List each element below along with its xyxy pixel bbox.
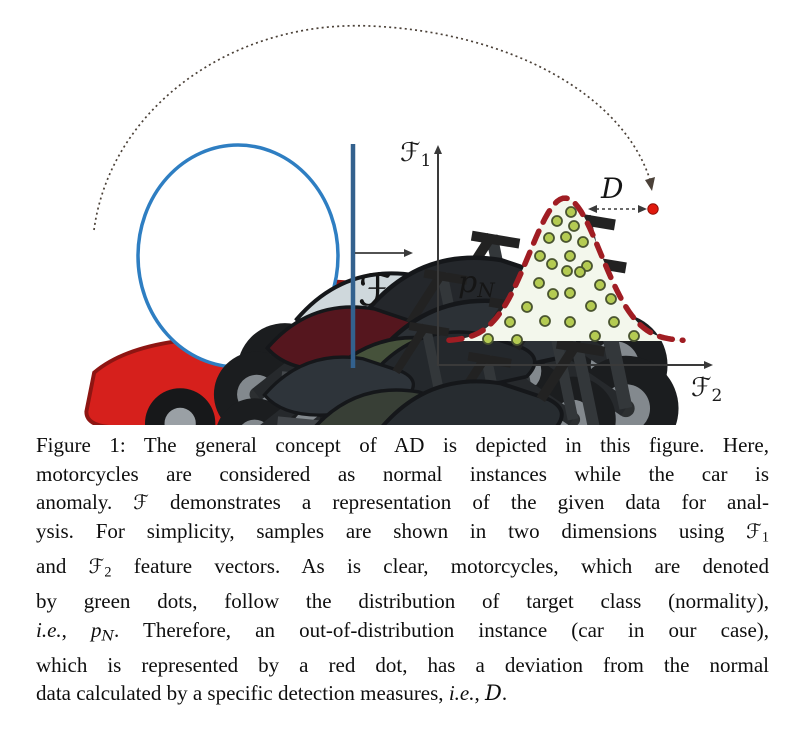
arc-arrowhead-icon [645, 177, 655, 191]
normal-point [483, 334, 493, 344]
caption-text-segment: anomaly. [36, 490, 134, 515]
caption-math-segment: ℱ [746, 518, 762, 543]
caption-text-segment: which is represented by a red dot, has a deviation from the normal [36, 652, 769, 677]
mapping-arrowhead-icon [404, 249, 413, 257]
normal-point [586, 301, 596, 311]
caption-math-segment: ℱ [88, 553, 105, 578]
normal-point [552, 216, 562, 226]
caption-math-segment: N [101, 628, 115, 645]
normal-point [590, 331, 600, 341]
caption-text-segment: . Therefore, an out-of-distribution instance (car in our case), [114, 617, 770, 642]
normal-point [565, 251, 575, 261]
caption-text-segment: feature vectors. As is clear, motorcycles, which are denoted [111, 553, 769, 578]
caption-text-segment: Figure 1: The general concept of AD is depicted in this figure. Here, [36, 433, 769, 457]
caption-math-segment: p [91, 617, 102, 642]
normal-point [565, 317, 575, 327]
caption-line [36, 651, 769, 680]
deviation-arrowhead-left-icon [588, 205, 597, 213]
figure-caption [36, 431, 769, 708]
normal-point [540, 316, 550, 326]
caption-math-segment: 1 [761, 529, 769, 546]
y-axis-label: ℱ1 [400, 138, 432, 171]
normal-point [575, 267, 585, 277]
normal-point [544, 233, 554, 243]
caption-text-segment: demonstrates a representation of the given data for anal- [148, 490, 769, 515]
caption-line [36, 431, 769, 460]
y-axis-arrowhead-icon [434, 145, 442, 154]
normal-point [512, 335, 522, 345]
normal-point [562, 266, 572, 276]
deviation-arrowhead-right-icon [638, 205, 647, 213]
caption-text-segment: ysis. For simplicity, samples are shown in two dimensions using [36, 518, 747, 543]
caption-text-segment: data calculated by a specific detection measures, [36, 681, 449, 706]
normal-point [569, 221, 579, 231]
caption-line [36, 488, 769, 517]
caption-math-segment: D [484, 681, 502, 706]
normal-point [505, 317, 515, 327]
x-axis-arrowhead-icon [704, 361, 713, 369]
caption-text-segment: and [36, 553, 89, 578]
normal-point [548, 289, 558, 299]
caption-line [36, 460, 769, 489]
distribution-label: pN [458, 265, 495, 302]
deviation-label: D [601, 172, 624, 205]
caption-line [36, 517, 769, 552]
caption-math-segment: i.e. [448, 681, 475, 706]
normal-point [535, 251, 545, 261]
caption-text-segment: motorcycles are considered as normal instances while the car is [36, 461, 769, 486]
caption-line [36, 552, 769, 587]
caption-math-segment: i.e. [36, 617, 62, 642]
caption-text-segment: by green dots, follow the distribution of target class (normality), [36, 589, 769, 614]
normal-point [561, 232, 571, 242]
x-axis-label: ℱ2 [691, 373, 723, 406]
normal-point [578, 237, 588, 247]
caption-math-segment: ℱ [133, 490, 149, 515]
normal-point [534, 278, 544, 288]
caption-line [36, 587, 769, 616]
caption-line [36, 616, 769, 651]
normal-point [547, 259, 557, 269]
caption-text-segment: . [501, 681, 508, 706]
normal-point [565, 288, 575, 298]
caption-text-segment: , [61, 617, 92, 642]
normal-point [609, 317, 619, 327]
normal-point [629, 331, 639, 341]
normal-point [606, 294, 616, 304]
normal-point [566, 207, 576, 217]
map-label: ℱ [358, 265, 393, 316]
normal-point [595, 280, 605, 290]
normal-point [522, 302, 532, 312]
anomaly-point [648, 204, 658, 214]
caption-math-segment: 2 [104, 564, 112, 581]
caption-text-segment: , [474, 681, 485, 706]
caption-line [36, 679, 769, 708]
